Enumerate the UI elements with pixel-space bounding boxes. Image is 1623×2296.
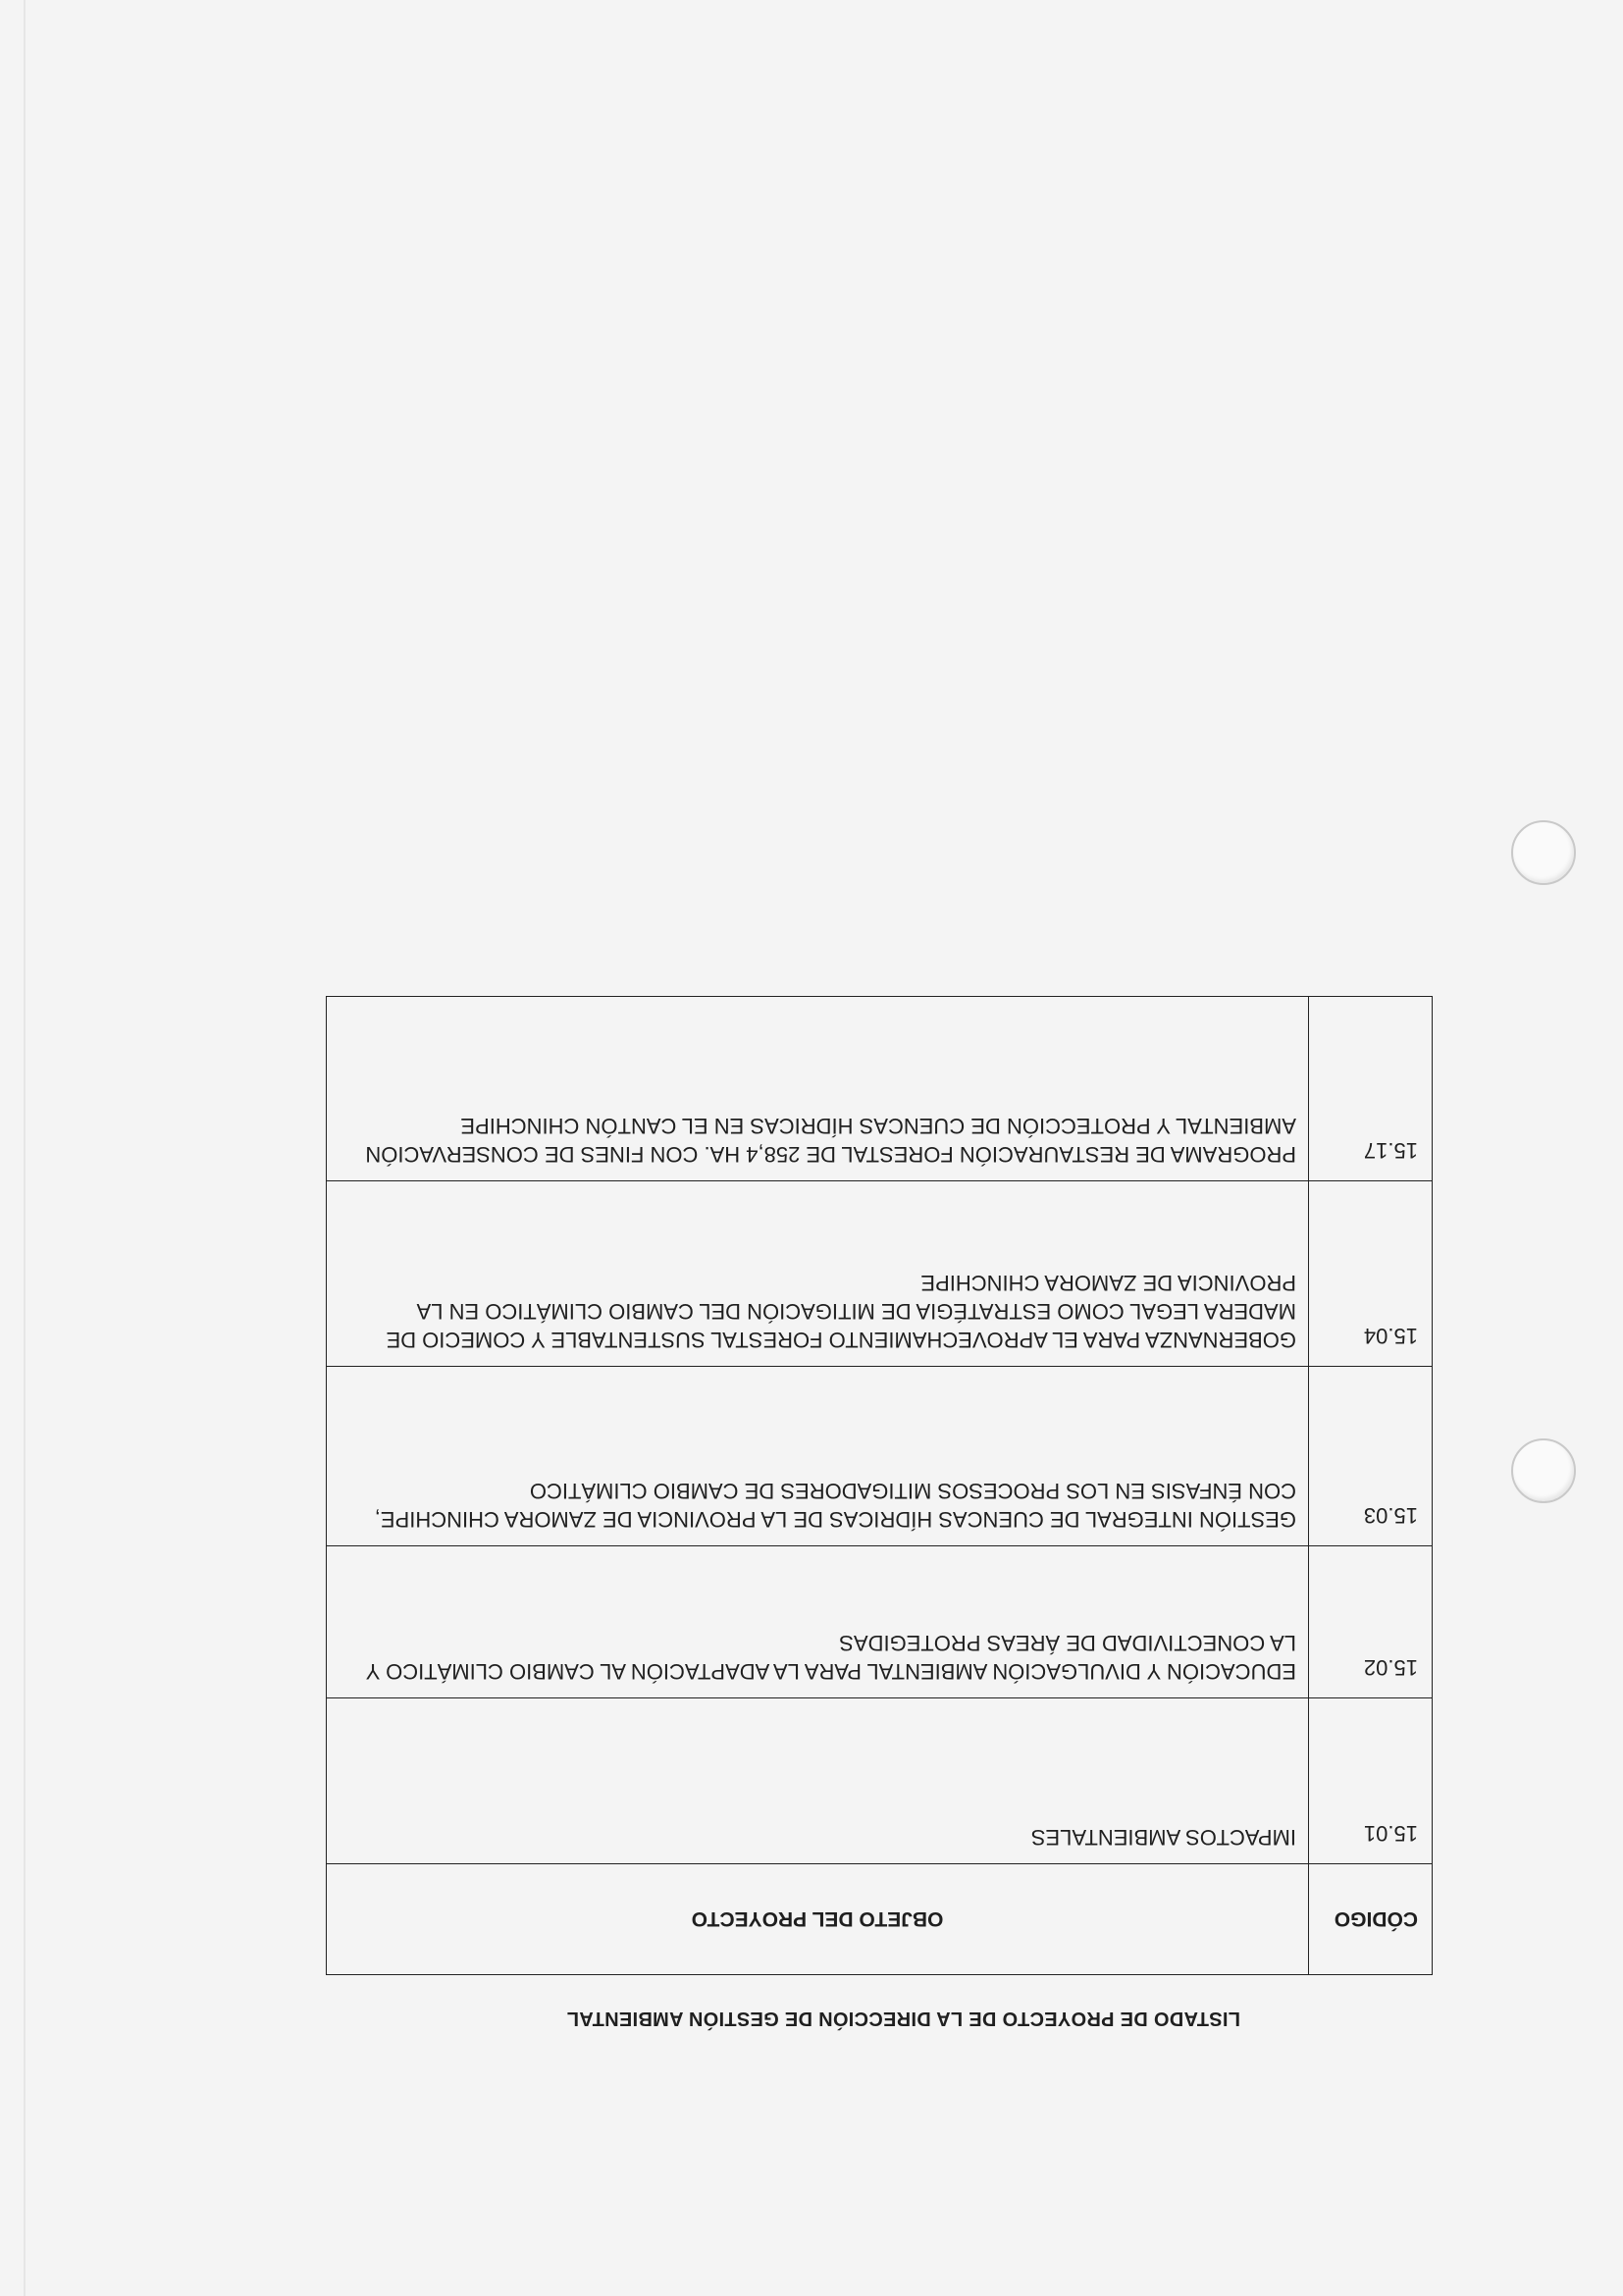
table-row <box>327 1181 1433 1367</box>
table-row <box>327 1546 1433 1698</box>
header-object: OBJETO DEL PROYECTO <box>327 1864 1309 1975</box>
project-object: IMPACTOS AMBIENTALES <box>327 1698 1309 1864</box>
table-row <box>327 997 1433 1181</box>
punch-hole <box>1511 1438 1576 1503</box>
document-title: LISTADO DE PROYECTO DE LA DIRECCIÓN DE GESTIÓN AMBIENTAL <box>566 2008 1240 2029</box>
table-row <box>327 1367 1433 1546</box>
project-object: GOBERNANZA PARA EL APROVECHAMIENTO FORESTAL SUSTENTABLE Y COMECIO DE MADERA LEGAL COMO ESTRATÉGIA DE MITIGACIÓN DEL CAMBIO CLIMÁTICO EN LA PROVINCIA DE ZAMORA CHINCHIPE <box>327 1181 1309 1367</box>
punch-hole <box>1511 820 1576 885</box>
project-code: 15.04 <box>1309 1181 1433 1367</box>
table-header-row <box>327 1864 1433 1975</box>
table-row <box>327 1698 1433 1864</box>
project-code: 15.17 <box>1309 997 1433 1181</box>
project-table <box>326 996 1433 1975</box>
project-code: 15.01 <box>1309 1698 1433 1864</box>
project-code: 15.02 <box>1309 1546 1433 1698</box>
project-object: EDUCACIÓN Y DIVULGACIÓN AMBIENTAL PARA LA ADAPTACIÓN AL CAMBIO CLIMÁTICO Y LA CONECTIVIDAD DE ÁREAS PROTEGIDAS <box>327 1546 1309 1698</box>
project-object: GESTIÓN INTEGRAL DE CUENCAS HÍDRICAS DE LA PROVINCIA DE ZAMORA CHINCHIPE, CON ÉNFASIS EN LOS PROCESOS MITIGADORES DE CAMBIO CLIMÁTICO <box>327 1367 1309 1546</box>
project-object: PROGRAMA DE RESTAURACIÓN FORESTAL DE 258,4 HA. CON FINES DE CONSERVACIÓN AMBIENTAL Y PROTECCIÓN DE CUENCAS HÍDRICAS EN EL CANTÓN CHINCHIPE <box>327 997 1309 1181</box>
project-code: 15.03 <box>1309 1367 1433 1546</box>
header-code: CÓDIGO <box>1309 1864 1433 1975</box>
